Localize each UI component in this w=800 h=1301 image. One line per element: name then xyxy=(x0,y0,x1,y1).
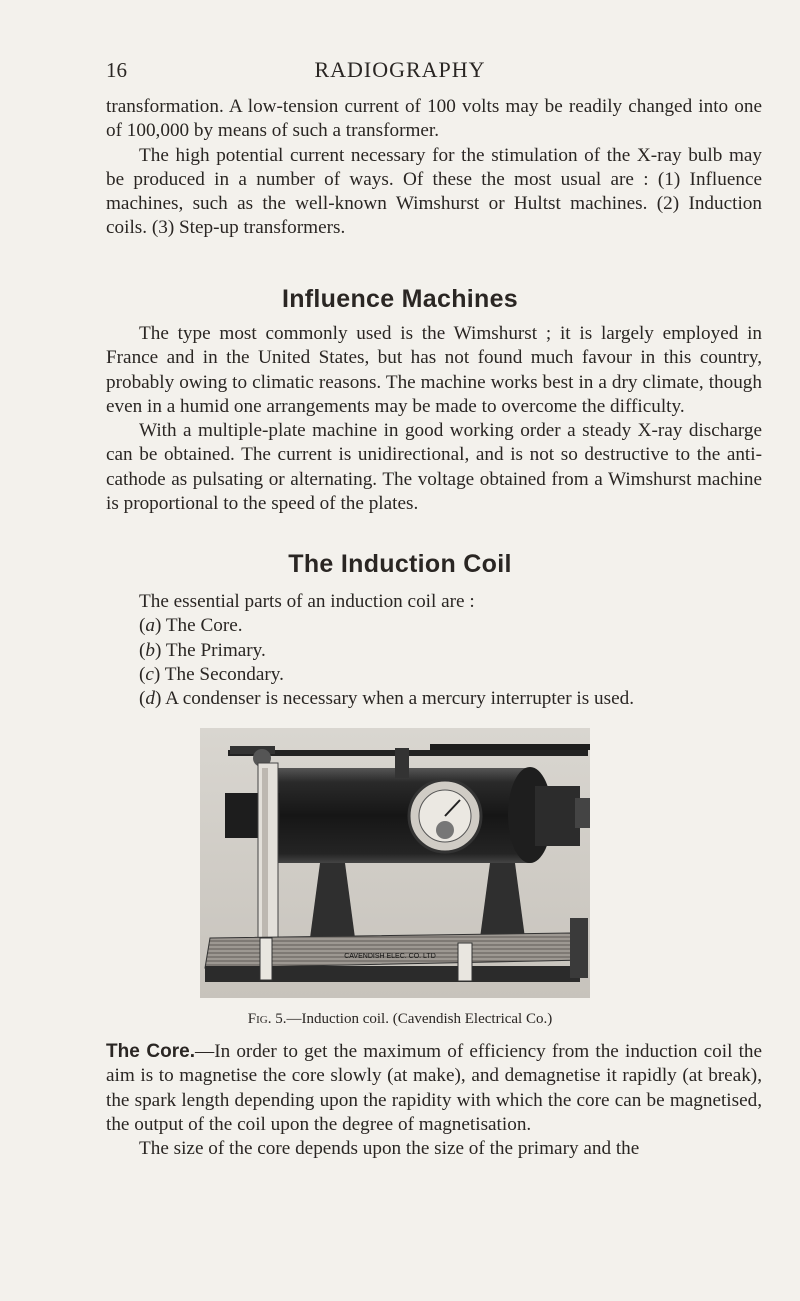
influence-paragraph-1: The type most commonly used is the Wimshurst ; it is largely employed in France and in the United States, but has not found much favour in this country, probably owing to climatic reasons. The machine works best in a dry climate, though even in a humid one arrangements may be made to overcome the difficulty. xyxy=(106,323,762,417)
figure-label: Fig. 5. xyxy=(247,1011,287,1027)
core-text xyxy=(106,1040,762,1161)
core-runin-heading: The Core. xyxy=(106,1041,195,1062)
list-item: (d) A condenser is necessary when a mercury interrupter is used. xyxy=(139,688,634,710)
figure-caption xyxy=(0,1011,800,1028)
influence-paragraph-2: With a multiple-plate machine in good working order a steady X-ray discharge can be obtained. The current is unidirectional, and is not so destructive to the anti-cathode as pulsating or alternating. The voltage obtained from a Wimshurst machine is proportional to the speed of the plates. xyxy=(106,420,762,515)
list-item: (c) The Secondary. xyxy=(139,663,284,685)
intro-paragraph-1: transformation. A low-tension current of 100 volts may be readily changed into one of 100,000 by means of such a transformer. xyxy=(106,96,762,142)
induction-coil-illustration xyxy=(200,728,590,998)
core-paragraph-1: The Core.—In order to get the maximum of efficiency from the induction coil the aim is to magnetise the core slowly (at make), and demagnetise it rapidly (at break), the spark length depending upon the rapidity with which the core can be magnetised, the output of the coil upon the degree of magnetisation. xyxy=(106,1041,763,1135)
induction-parts-list xyxy=(139,590,779,711)
core-paragraph-2: The size of the core depends upon the size of the primary and the xyxy=(139,1138,640,1160)
maker-plate-text: CAVENDISH ELEC. CO. LTD xyxy=(344,953,436,960)
intro-text xyxy=(106,95,762,241)
heading-influence-machines: Influence Machines xyxy=(281,285,518,313)
list-lead: The essential parts of an induction coil are : xyxy=(139,591,475,612)
list-item: (b) The Primary. xyxy=(139,639,266,661)
influence-text xyxy=(106,322,762,516)
figure-caption-text: —Induction coil. (Cavendish Electrical Co.) xyxy=(286,1011,553,1027)
intro-paragraph-2: The high potential current necessary for the stimulation of the X-ray bulb may be produced in a number of ways. Of these the most usual are : (1) Influence machines, such as the well-known Wimshurst or Hultst machines. (2) Induction coils. (3) Step-up transformers. xyxy=(106,144,762,239)
list-item: (a) The Core. xyxy=(139,615,243,637)
heading-induction-coil: The Induction Coil xyxy=(288,550,512,578)
page-number: 16 xyxy=(106,58,127,82)
running-head: RADIOGRAPHY xyxy=(314,57,486,82)
